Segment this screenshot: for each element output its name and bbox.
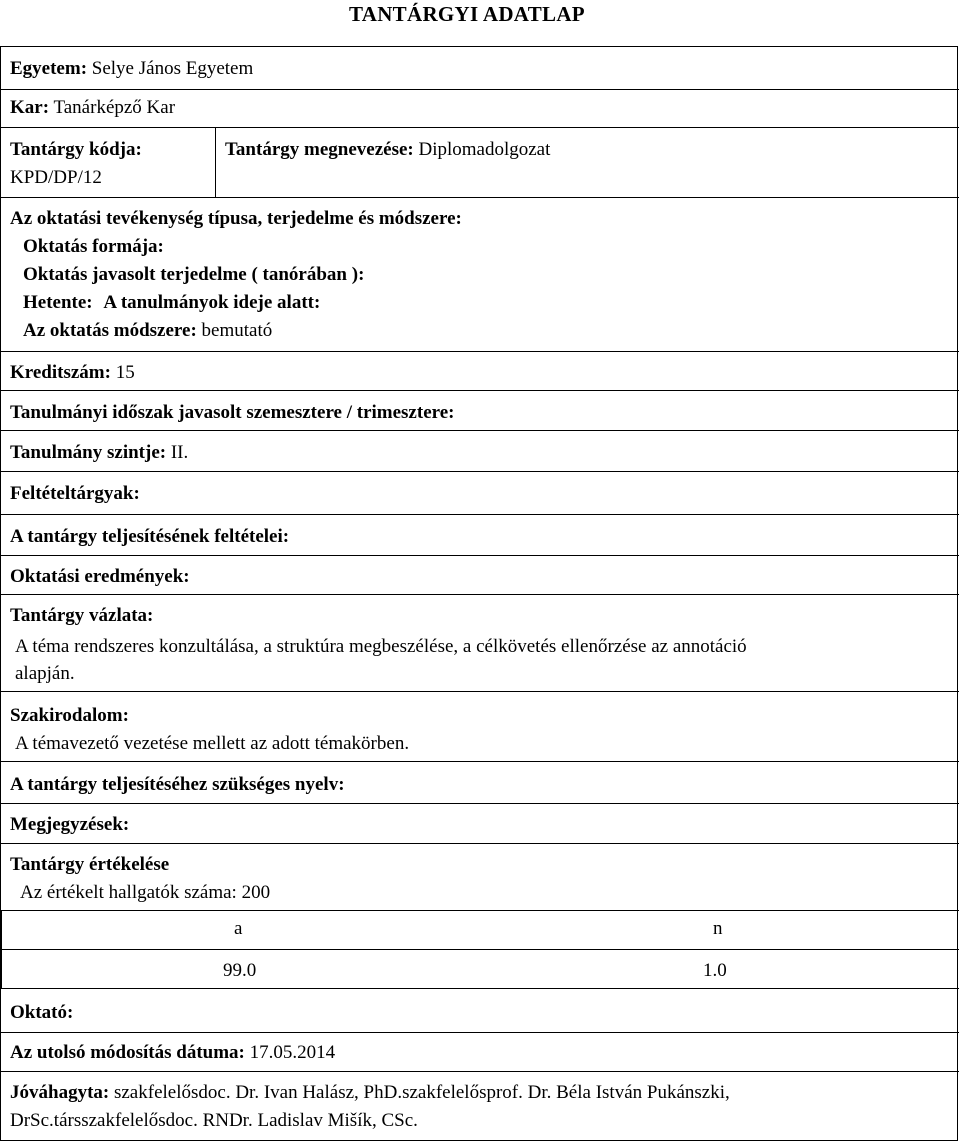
evaluation-value-n: 1.0 [703,960,727,981]
divider [1,803,959,804]
teaching-scope-label: Oktatás javasolt terjedelme ( tanórában ): [23,264,365,285]
level-value: II. [170,442,189,463]
document-title: TANTÁRGYI ADATLAP [349,2,585,26]
level-label: Tanulmány szintje: [10,442,167,463]
method-value: bemutató [201,320,273,341]
divider [1,390,959,391]
approval-text-line2: DrSc.társszakfelelősdoc. RNDr. Ladislav Mišík, CSc. [10,1110,418,1131]
outline-text-line2: alapján. [15,663,75,684]
language-label: A tantárgy teljesítéséhez szükséges nyelv: [10,774,345,795]
divider [1,89,959,90]
literature-text: A témavezető vezetése mellett az adott témakörben. [15,733,410,754]
semester-label: Tanulmányi időszak javasolt szemesztere / trimesztere: [10,402,455,423]
approval-row [10,1083,730,1102]
divider [1,910,2,988]
weekly-label: Hetente: [23,292,93,313]
divider [1,1071,959,1072]
credits-label: Kreditszám: [10,362,111,383]
course-data-sheet [0,46,958,1141]
divider [1,555,959,556]
course-name-value: Diplomadolgozat [418,139,551,160]
divider [1,127,959,128]
divider [1,514,959,515]
divider [1,351,959,352]
learning-outcomes-label: Oktatási eredmények: [10,566,190,587]
last-modified-value: 17.05.2014 [249,1042,336,1063]
divider [1,949,959,950]
approval-text-line1: szakfelelősdoc. Dr. Ivan Halász, PhD.szakfelelősprof. Dr. Béla István Pukánszki, [113,1082,730,1103]
course-code-label: Tantárgy kódja: [10,139,142,160]
teaching-heading: Az oktatási tevékenység típusa, terjedelme és módszere: [10,208,462,229]
divider [1,594,959,595]
divider [1,430,959,431]
level-row [10,443,188,462]
evaluation-value-a: 99.0 [223,960,257,981]
evaluation-header-n: n [713,918,723,939]
divider [1,1032,959,1033]
university-value: Selye János Egyetem [91,58,254,79]
faculty-label: Kar: [10,97,50,118]
teaching-form-label: Oktatás formája: [23,236,164,257]
evaluated-students-text: Az értékelt hallgatók száma: 200 [20,882,271,903]
divider [1,910,959,911]
course-code-value: KPD/DP/12 [10,167,102,188]
notes-label: Megjegyzések: [10,814,130,835]
divider [215,127,216,197]
prerequisites-label: Feltételtárgyak: [10,483,140,504]
teaching-weekly-row [23,293,320,312]
method-label: Az oktatás módszere: [23,320,197,341]
literature-label: Szakirodalom: [10,705,129,726]
approval-label: Jóváhagyta: [10,1082,110,1103]
course-name-label: Tantárgy megnevezése: [225,139,414,160]
teacher-label: Oktató: [10,1002,74,1023]
outline-text-line1: A téma rendszeres konzultálása, a struktúra megbeszélése, a célkövetés ellenőrzése az annotáció [15,636,747,657]
evaluation-header-a: a [234,918,243,939]
credits-row [10,363,135,382]
credits-value: 15 [115,362,135,383]
evaluation-label: Tantárgy értékelése [10,854,170,875]
course-name-row [225,140,550,159]
teaching-method-row [23,321,272,340]
faculty-row [10,98,175,117]
last-modified-label: Az utolsó módosítás dátuma: [10,1042,245,1063]
divider [1,691,959,692]
divider [1,471,959,472]
divider [1,988,959,989]
faculty-value: Tanárképző Kar [53,97,176,118]
university-label: Egyetem: [10,58,88,79]
outline-label: Tantárgy vázlata: [10,605,154,626]
last-modified-row [10,1043,335,1062]
divider [1,197,959,198]
university-row [10,59,253,78]
divider [1,843,959,844]
completion-conditions-label: A tantárgy teljesítésének feltételei: [10,526,290,547]
divider [1,761,959,762]
period-label: A tanulmányok ideje alatt: [103,292,321,313]
